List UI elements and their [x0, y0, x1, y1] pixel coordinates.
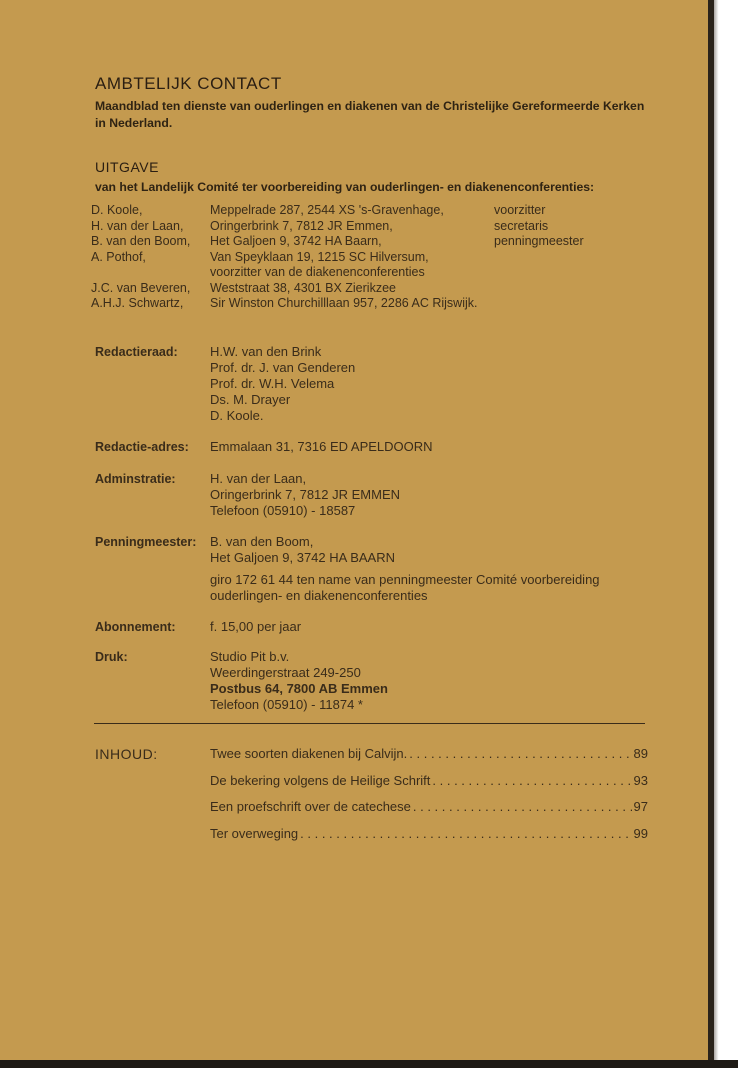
administratie-line: H. van der Laan,: [210, 471, 307, 486]
redactie-adres-label: Redactie-adres:: [95, 440, 189, 454]
magazine-title: AMBTELIJK CONTACT: [95, 74, 282, 93]
committee-name: D. Koole,: [91, 203, 143, 217]
druk-line: Weerdingerstraat 249-250: [210, 665, 361, 680]
committee-names: [91, 203, 190, 312]
page-edge-bottom: [0, 1060, 738, 1068]
committee-address: Sir Winston Churchilllaan 957, 2286 AC Rijswijk.: [210, 296, 478, 310]
committee-address: Van Speyklaan 19, 1215 SC Hilversum,: [210, 249, 429, 264]
toc-title: Twee soorten diakenen bij Calvijn.: [210, 746, 408, 761]
toc-title: Ter overweging: [210, 825, 299, 841]
committee-address: Meppelrade 287, 2544 XS 's-Gravenhage,: [210, 203, 444, 217]
redactieraad-members: [210, 344, 355, 424]
toc-title: Een proefschrift over de catechese: [210, 799, 411, 814]
penningmeester-line: Het Galjoen 9, 3742 HA BAARN: [210, 550, 395, 565]
toc-entry[interactable]: [210, 746, 648, 773]
committee-role: secretaris: [494, 218, 549, 233]
committee-name: B. van den Boom,: [91, 234, 191, 248]
uitgave-subtitle: van het Landelijk Comité ter voorbereiding van ouderlingen- en diakenenconferenties:: [95, 180, 595, 194]
redactieraad-line: Prof. dr. J. van Genderen: [210, 360, 356, 375]
committee-name: A.H.J. Schwartz,: [91, 296, 184, 310]
toc-page: 89: [633, 746, 648, 761]
redactieraad-line: Prof. dr. W.H. Velema: [210, 376, 335, 391]
toc-leader: [409, 746, 631, 761]
redactieraad-line: H.W. van den Brink: [210, 344, 322, 359]
redactieraad-label: Redactieraad:: [95, 345, 178, 359]
committee-address: Oringerbrink 7, 7812 JR Emmen,: [210, 218, 393, 233]
divider: [94, 723, 645, 724]
committee-name: A. Pothof,: [91, 249, 146, 264]
administratie-value: [210, 471, 400, 519]
administratie-line: Oringerbrink 7, 7812 JR EMMEN: [210, 487, 401, 502]
penningmeester-line: B. van den Boom,: [210, 534, 314, 549]
druk-postbus: Postbus 64, 7800 AB Emmen: [210, 681, 388, 696]
toc-leader: [432, 773, 631, 788]
inhoud-label: INHOUD:: [95, 746, 158, 762]
redactieraad-line: Ds. M. Drayer: [210, 392, 291, 407]
abonnement-line: f. 15,00 per jaar: [210, 619, 302, 634]
committee-address: Weststraat 38, 4301 BX Zierikzee: [210, 280, 396, 295]
toc-page: 97: [633, 799, 648, 814]
redactieraad-line: D. Koole.: [210, 408, 264, 423]
magazine-subtitle: Maandblad ten dienste van ouderlingen en diakenen van de Christelijke Gereformeerde Kerken in Nederland.: [95, 99, 645, 130]
committee-role: penningmeester: [494, 234, 584, 248]
giro-text: giro 172 61 44 ten name van penningmeester Comité voorbereiding ouderlingen- en diakenenconferenties: [210, 572, 600, 603]
administratie-line: Telefoon (05910) - 18587: [210, 503, 356, 518]
redactie-adres-value: [210, 439, 433, 455]
redactie-adres-line: Emmalaan 31, 7316 ED APELDOORN: [210, 439, 433, 454]
committee-name: H. van der Laan,: [91, 218, 184, 233]
toc-page: 99: [633, 825, 648, 841]
toc-title: De bekering volgens de Heilige Schrift: [210, 772, 431, 788]
committee-address: Het Galjoen 9, 3742 HA Baarn,: [210, 234, 382, 248]
druk-label: Druk:: [95, 650, 128, 664]
administratie-label: Adminstratie:: [95, 472, 176, 486]
toc-leader: [413, 799, 632, 814]
toc-entry[interactable]: [210, 799, 648, 826]
penningmeester-value: [210, 534, 660, 604]
druk-line: Studio Pit b.v.: [210, 649, 290, 664]
abonnement-value: [210, 619, 301, 635]
page-edge-right: [708, 0, 738, 1068]
table-of-contents: [210, 746, 648, 852]
committee-roles: [494, 203, 584, 250]
toc-entry[interactable]: [210, 773, 648, 800]
druk-value: [210, 649, 388, 713]
committee-addresses: [210, 203, 477, 312]
abonnement-label: Abonnement:: [95, 620, 176, 634]
committee-address: voorzitter van de diakenenconferenties: [210, 265, 425, 279]
committee-role: voorzitter: [494, 203, 546, 217]
uitgave-heading: UITGAVE: [95, 159, 159, 175]
toc-entry[interactable]: [210, 826, 648, 853]
penningmeester-label: Penningmeester:: [95, 535, 197, 549]
toc-leader: [300, 826, 631, 841]
toc-page: 93: [633, 772, 648, 788]
druk-telefoon: Telefoon (05910) - 11874 *: [210, 697, 363, 712]
committee-name: J.C. van Beveren,: [91, 280, 191, 295]
committee-name: [91, 265, 190, 281]
